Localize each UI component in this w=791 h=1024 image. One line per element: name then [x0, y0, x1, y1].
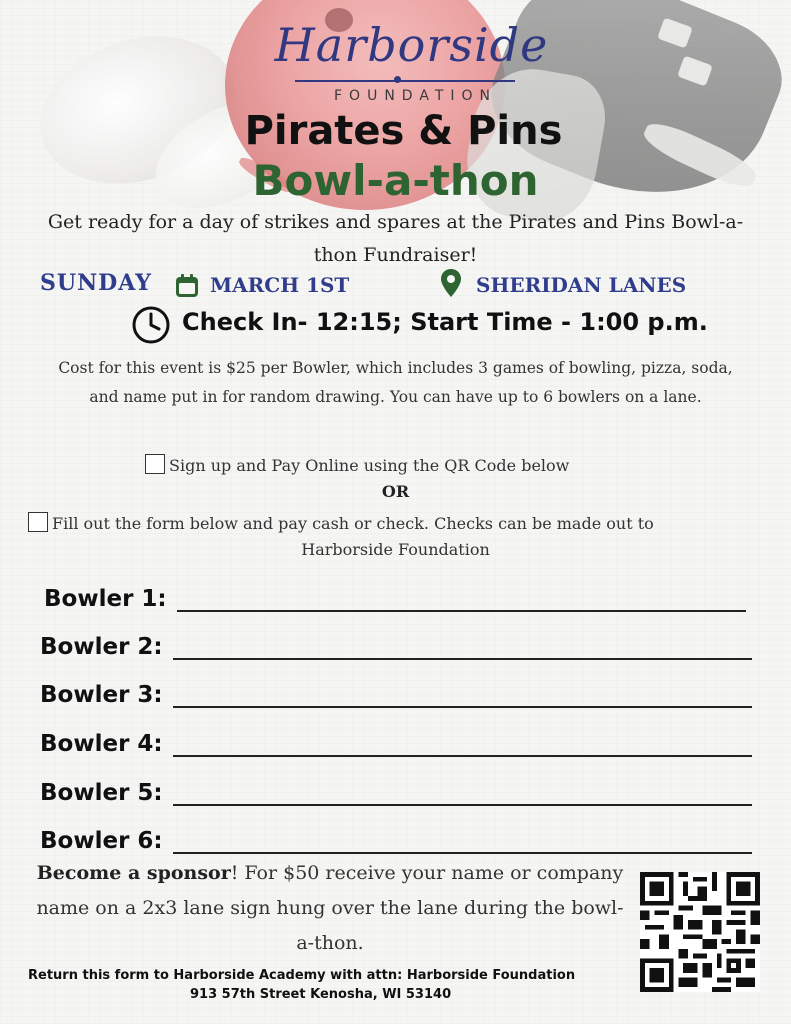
logo-dot — [394, 76, 401, 83]
option-form-label: Fill out the form below and pay cash or check. Checks can be made out to — [52, 514, 654, 533]
event-location: SHERIDAN LANES — [476, 273, 687, 297]
or-separator: OR — [381, 482, 410, 501]
online-checkbox[interactable] — [145, 454, 165, 474]
logo-subtitle: FOUNDATION — [334, 88, 497, 104]
event-subtitle: Bowl-a-thon — [252, 156, 539, 205]
bowler-label: Bowler 6: — [40, 828, 163, 854]
clock-icon — [132, 306, 170, 344]
option-online-label: Sign up and Pay Online using the QR Code below — [169, 456, 570, 475]
return-address: 913 57th Street Kenosha, WI 53140 — [190, 987, 452, 1002]
location-pin-icon — [440, 268, 462, 298]
event-time-row — [0, 304, 791, 346]
bowler-1-field[interactable] — [44, 586, 746, 612]
bowler-label: Bowler 1: — [44, 586, 167, 612]
event-day: SUNDAY — [40, 270, 152, 296]
bowler-4-field[interactable] — [40, 731, 752, 757]
bowler-label: Bowler 5: — [40, 780, 163, 806]
bowler-name-line[interactable] — [173, 832, 752, 854]
bowler-label: Bowler 4: — [40, 731, 163, 757]
bowler-3-field[interactable] — [40, 682, 752, 708]
cost-description: Cost for this event is $25 per Bowler, which includes 3 games of bowling, pizza, soda, and name put in for random drawing. You can have up to 6 bowlers on a lane. — [58, 359, 733, 406]
option-form-payee: Harborside Foundation — [301, 540, 490, 559]
bowler-name-line[interactable] — [173, 735, 752, 757]
bowler-2-field[interactable] — [40, 634, 752, 660]
option-online — [145, 454, 569, 478]
calendar-icon — [174, 273, 200, 299]
sponsor-details: ! For $50 receive your name or company name on a 2x3 lane sign hung over the lane during the bowl-a-thon. — [36, 862, 624, 954]
form-checkbox[interactable] — [28, 512, 48, 532]
logo-name: Harborside — [274, 18, 549, 72]
bowler-label: Bowler 3: — [40, 682, 163, 708]
logo-rule — [295, 80, 515, 82]
intro-text: Get ready for a day of strikes and spares at the Pirates and Pins Bowl-a-thon Fundraiser! — [47, 211, 744, 266]
event-when-row — [0, 270, 791, 300]
bowler-name-line[interactable] — [173, 784, 752, 806]
event-date: MARCH 1ST — [210, 273, 350, 297]
bowler-label: Bowler 2: — [40, 634, 163, 660]
bowler-name-line[interactable] — [177, 590, 746, 612]
option-form — [28, 512, 768, 536]
event-time: Check In- 12:15; Start Time - 1:00 p.m. — [182, 308, 708, 336]
qr-code-icon[interactable] — [640, 872, 760, 992]
return-instructions: Return this form to Harborside Academy with attn: Harborside Foundation — [28, 968, 576, 983]
bowler-name-line[interactable] — [173, 638, 752, 660]
sponsor-lead: Become a sponsor — [36, 862, 231, 884]
bowler-5-field[interactable] — [40, 780, 752, 806]
event-title: Pirates & Pins — [244, 108, 563, 154]
sponsor-text — [30, 856, 630, 961]
bowler-name-line[interactable] — [173, 686, 752, 708]
bowler-6-field[interactable] — [40, 828, 752, 854]
